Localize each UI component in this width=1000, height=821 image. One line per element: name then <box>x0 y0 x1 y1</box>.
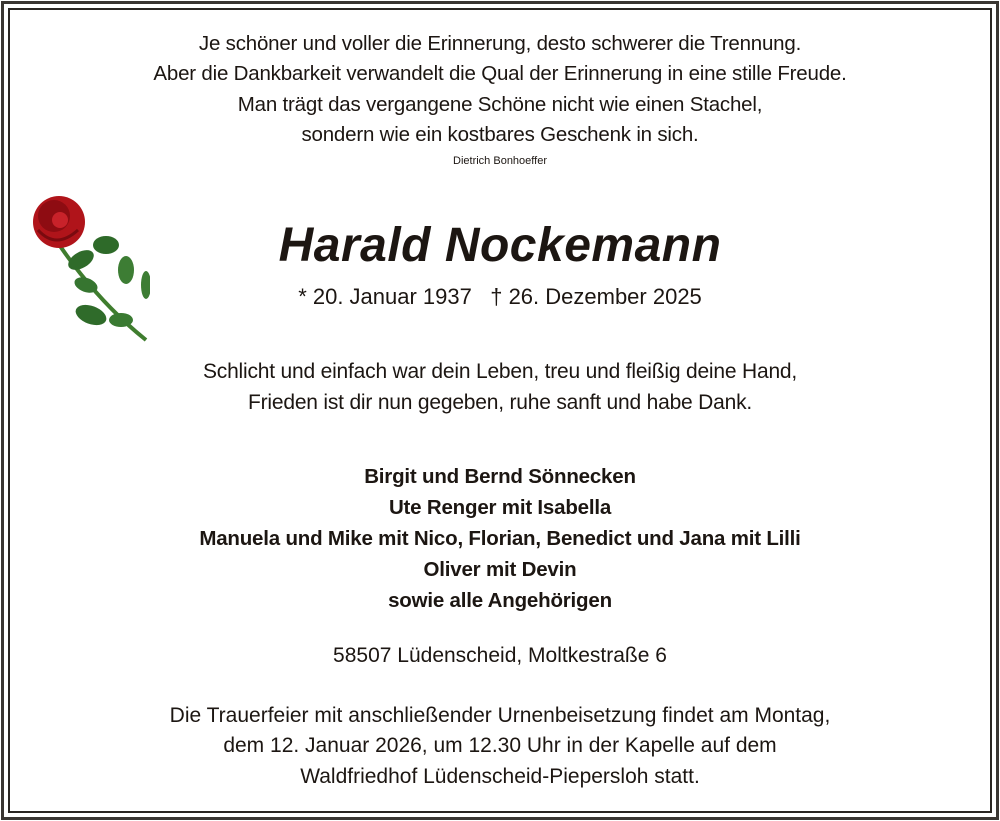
life-dates: * 20. Januar 1937 † 26. Dezember 2025 <box>298 284 702 309</box>
ceremony-line: dem 12. Januar 2026, um 12.30 Uhr in der Kapelle auf dem <box>223 734 777 757</box>
ceremony-line: Waldfriedhof Lüdenscheid-Piepersloh statt. <box>300 765 700 788</box>
deceased-name: Harald Nockemann <box>278 219 722 272</box>
ceremony-line: Die Trauerfeier mit anschließender Urnenbeisetzung findet am Montag, <box>169 704 831 727</box>
quote-line: sondern wie ein kostbares Geschenk in sich. <box>301 123 699 146</box>
mourner: Ute Renger mit Isabella <box>388 496 612 519</box>
address: 58507 Lüdenscheid, Moltkestraße 6 <box>333 644 667 667</box>
mourner: sowie alle Angehörigen <box>388 589 612 612</box>
quote-line: Man trägt das vergangene Schöne nicht wie einen Stachel, <box>237 93 763 116</box>
quote-author: Dietrich Bonhoeffer <box>453 155 547 167</box>
quote-line: Je schöner und voller die Erinnerung, desto schwerer die Trennung. <box>198 32 802 55</box>
verse-line: Frieden ist dir nun gegeben, ruhe sanft und habe Dank. <box>247 391 753 414</box>
quote-line: Aber die Dankbarkeit verwandelt die Qual der Erinnerung in eine stille Freude. <box>153 62 847 85</box>
mourner: Oliver mit Devin <box>423 558 577 581</box>
verse-line: Schlicht und einfach war dein Leben, treu und fleißig deine Hand, <box>202 360 798 383</box>
mourner: Birgit und Bernd Sönnecken <box>364 465 636 488</box>
mourner: Manuela und Mike mit Nico, Florian, Benedict und Jana mit Lilli <box>199 527 801 550</box>
